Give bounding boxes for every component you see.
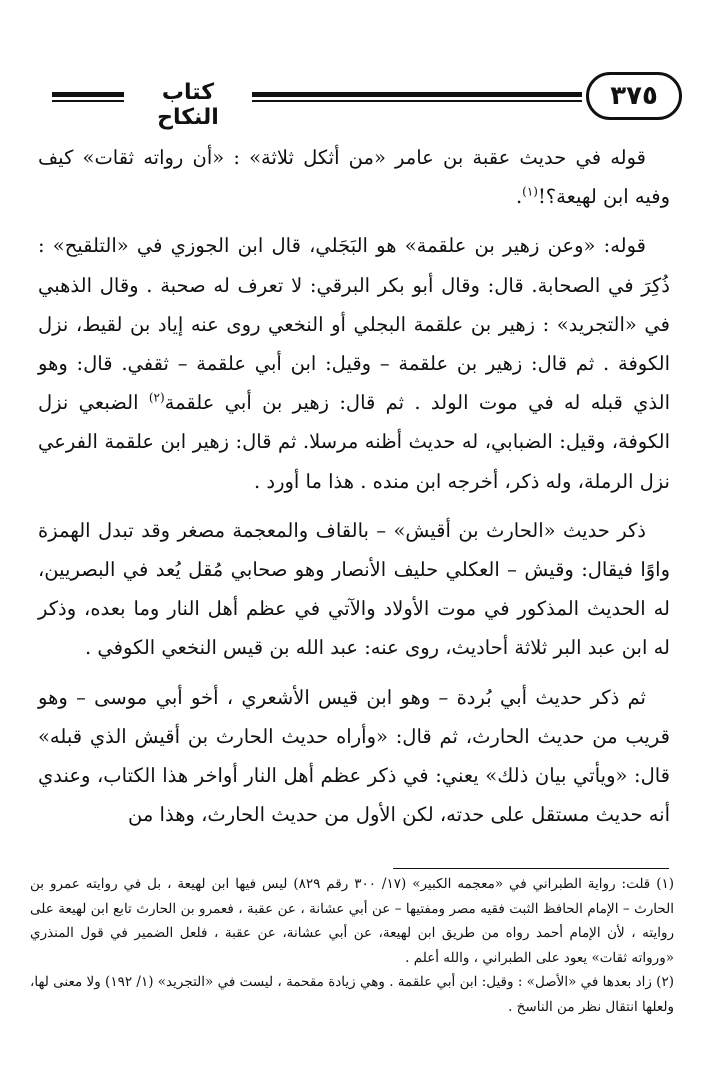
paragraph-2-tail: الضبعي نزل الكوفة، وقيل: الضبابي، له حديث أظنه مرسلا. ثم قال: زهير ابن علقمة الفرعي نزل الرملة، وله ذكر، أخرجه ابن منده . هذا ما أورد . [38,391,670,493]
paragraph-4: ثم ذكر حديث أبي بُردة – وهو ابن قيس الأشعري ، أخو أبي موسى – وهو قريب من حديث الحارث، ثم قال: «وأراه حديث الحارث بن أقيش الذي قبله» قال: «ويأتي بيان ذلك» يعني: في ذكر عظم أهل النار أواخر هذا الكتاب، وعندي أنه حديث مستقل على حدته، لكن الأول من حديث الحارث، وهذا من [38,685,670,827]
footnote-divider [393,868,669,869]
paragraph-1-text: قوله في حديث عقبة بن عامر «من أثكل ثلاثة» : «أن رواته ثقات» كيف وفيه ابن لهيعة؟! [38,146,670,209]
page-header [52,72,692,128]
footnote-marker-1: (١) [522,184,538,199]
header-rule-left [52,92,124,97]
paragraph-2-text: قوله: «وعن زهير بن علقمة» هو البَجَلي، قال ابن الجوزي في «التلقيح» : ذُكِرَ في الصحابة. قال: وقال أبو بكر البرقي: لا تعرف له صحبة . وقال الذهبي في «التجريد» : زهير بن علقمة البجلي أو النخعي روى عنه إياد بن لقيط، نزل الكوفة . ثم قال: زهير بن علقمة – وقيل: ابن أبي علقمة – ثقفي. قال: وهو الذي قبله له في موت الولد . ثم قال: زهير بن أبي علقمة [38,234,670,415]
footnote-2: (٢) زاد بعدها في «الأصل» : وقيل: ابن أبي علقمة . وهي زيادة مقحمة ، ليست في «التجريد» (١/ ١٩٢) ولا معنى لها، ولعلها انتقال نظر من الناسخ . [30,974,674,1015]
chapter-title: كتاب النكاح [157,80,219,130]
header-rule-middle [252,92,582,97]
footnote-marker-2: (٢) [148,390,165,405]
paragraph-1: قوله في حديث عقبة بن عامر «من أثكل ثلاثة» : «أن رواته ثقات» كيف وفيه ابن لهيعة؟!$^{(١)}$. [38,146,670,209]
footnotes [30,872,674,1019]
paragraph-3: ذكر حديث «الحارث بن أقيش» – بالقاف والمعجمة مصغر وقد تبدل الهمزة واوًا فيقال: وقيش – العكلي حليف الأنصار وهو صحابي مُقل يُعد في البصريين، له الحديث المذكور في موت الأولاد والآتي في عظم أهل النار وما بعده، وذكر له ابن عبد البر ثلاثة أحاديث، روى عنه: عبد الله بن قيس النخعي الكوفي . [38,518,670,660]
page-number: ٣٧٥ [586,72,682,120]
footnote-1: (١) قلت: رواية الطبراني في «معجمه الكبير» (١٧/ ٣٠٠ رقم ٨٢٩) ليس فيها ابن لهيعة ، بل في روايته عمرو بن الحارث – الإمام الحافظ الثبت فقيه مصر ومفتيها – عن أبي عشانة ، عن عقبة ، فعمرو بن الحارث تابع ابن لهيعة على روايته ، لأن الإمام أحمد رواه من طريق ابن لهيعة، عن أبي عشانة، عن عقبة ، فلعل الضمير في قول المنذري «ورواته ثقات» يعود على الطبراني ، والله أعلم . [30,876,675,966]
main-text [38,138,670,844]
paragraph-2 [38,226,670,500]
